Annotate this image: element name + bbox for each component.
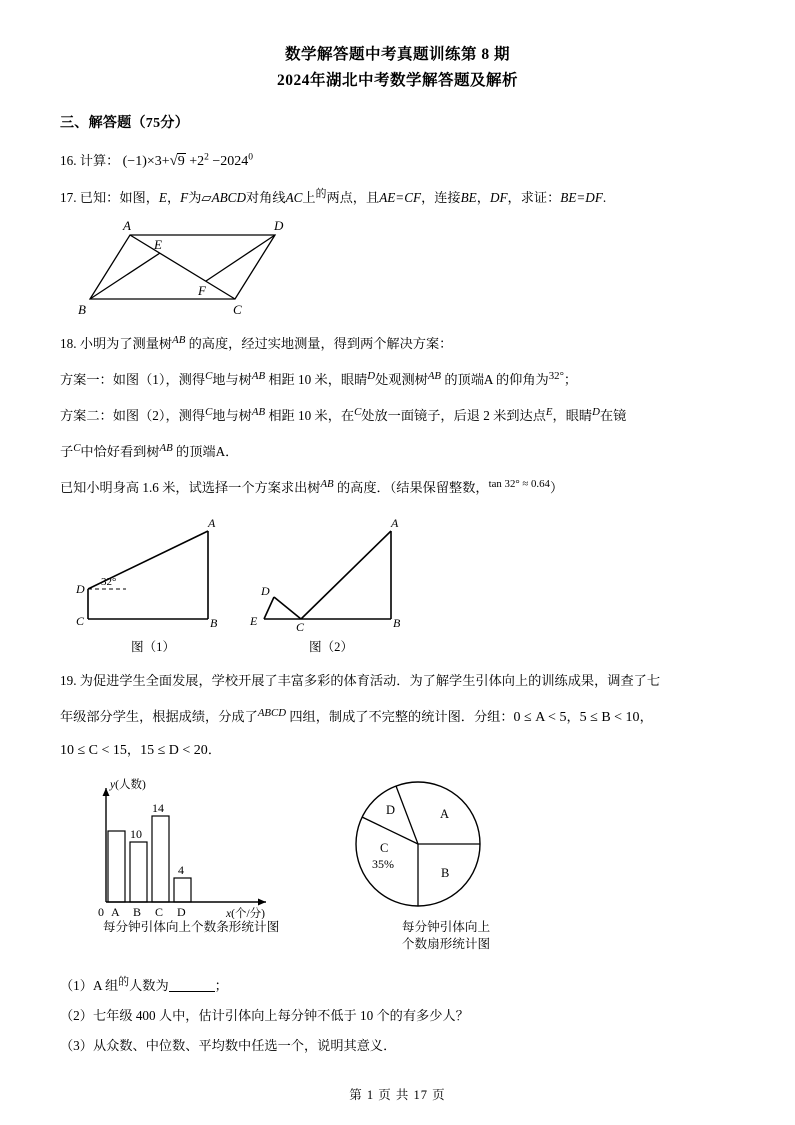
q17-eq2: BE=DF [560, 190, 603, 205]
label-A: A [123, 218, 131, 233]
bar-x-axis-label: x(个/分) [226, 908, 265, 919]
q17-var-e: E [158, 190, 167, 205]
q17-seg-df: DF [489, 190, 508, 205]
expr-lead: (−1)×3+ [122, 154, 170, 169]
q17-seg-be: BE [460, 190, 477, 205]
question-18 [60, 325, 737, 359]
q19-line1: 为促进学生全面发展，学校开展了丰富多彩的体育活动．为了解学生引体向上的训练成果，调查了七 [79, 673, 661, 688]
pie-chart-svg [346, 774, 496, 919]
question-17 [60, 179, 737, 213]
figure-2-box [246, 509, 416, 656]
fig1-label-B: B [210, 616, 218, 630]
q19-group-a-range: 0 ≤ A < 5 [513, 710, 567, 725]
q17-text-e: 两点，且 [326, 190, 380, 205]
fig2-label-C: C [296, 620, 305, 634]
q18-plan1-e: 的顶端A 的仰角为 [444, 372, 549, 387]
section-heading: 三、解答题（75分） [60, 116, 189, 131]
q18-plan2-c: 相距 10 米，在 [268, 408, 355, 423]
charts-q19 [60, 774, 737, 953]
pie-chart-caption-line1: 每分钟引体向上 [401, 920, 491, 934]
fig1-label-D: D [76, 582, 85, 596]
q18-seg-ab: AB [172, 334, 186, 346]
q19-line2-b: 四组，制成了不完整的统计图．分组： [289, 709, 514, 724]
question-18-final [60, 469, 737, 503]
figures-q18 [60, 509, 737, 656]
q18-plan2-d: 处放一面镜子，后退 2 米到达点 [361, 408, 546, 423]
bar-y-axis-label: y(人数) [110, 779, 146, 791]
q18-plan1-b: 地与树 [212, 372, 252, 387]
q18-plan1-angle: 32° [548, 370, 564, 382]
bar-origin-label: 0 [98, 905, 104, 919]
bar-chart-svg [76, 774, 291, 919]
q19-sub1-b: 人数为 [129, 978, 169, 993]
q19-group-d-range: 15 ≤ D < 20 [140, 743, 208, 758]
q18-plan1-c: 相距 10 米，眼睛 [268, 372, 368, 387]
q19-period: ． [207, 742, 221, 757]
bar-chart-box [76, 774, 306, 936]
bar-label-B: 10 [130, 827, 142, 841]
q18-plan2-g: 子 [60, 444, 74, 459]
question-16-expression: $(-1)\times 3+√9 +2^2 -2024^0$ [122, 152, 254, 169]
bar-B [130, 842, 147, 902]
question-18-plan1 [60, 361, 737, 395]
q18-final-tan: tan 32° ≈ 0.64 [488, 478, 550, 490]
q18-plan2-b: 地与树 [212, 408, 252, 423]
label-D: D [274, 218, 284, 233]
q18-plan2-c3-var: C [73, 442, 81, 454]
parallelogram-symbol: ▱ [201, 190, 212, 205]
pie-label-C-percent: 35% [372, 857, 394, 871]
expr-plus: + [189, 154, 198, 169]
bar-chart-caption: 每分钟引体向上个数条形统计图 [102, 920, 280, 934]
question-19-sub1 [60, 967, 737, 1001]
bar-cat-D: D [177, 905, 186, 919]
q19-group-b-range: 5 ≤ B < 10 [579, 710, 640, 725]
q18-plan1-f: ； [563, 372, 578, 387]
q18-plan2-c-var: C [205, 406, 213, 418]
q17-comma2: ， [476, 190, 490, 205]
fig1-label-C: C [76, 614, 85, 628]
expr-radicand: 9 [177, 154, 185, 169]
expr-base2: 2 [197, 154, 205, 169]
pie-label-C: C [380, 841, 389, 855]
document-title-line2: 2024年湖北中考数学解答题及解析 [276, 72, 518, 89]
expr-exp2: 2 [204, 152, 209, 163]
fig1-label-A: A [208, 516, 216, 530]
q18-plan2-c2-var: C [354, 406, 362, 418]
bar-cat-A: A [111, 905, 120, 919]
q18-plan1-a: 方案一：如图（1），测得 [60, 372, 206, 387]
figure-1-box [68, 509, 238, 656]
document-content [0, 112, 795, 1061]
pie-label-A: A [440, 807, 450, 821]
fig2-label-E: E [250, 614, 258, 628]
bar-A [108, 831, 125, 902]
q17-text-d: 上 [302, 190, 316, 205]
q18-plan1-ab2: AB [427, 370, 442, 382]
fig2-label-D: D [261, 584, 270, 598]
q18-plan2-f: 在镜 [599, 408, 627, 423]
bar-C [152, 816, 169, 902]
bar-cat-B: B [133, 905, 142, 919]
question-16 [60, 146, 737, 177]
q19-sub1-c: ； [214, 978, 228, 993]
q18-plan2-i: 的顶端A． [176, 444, 239, 459]
question-18-plan2-cont [60, 433, 737, 467]
question-19-line2 [60, 698, 737, 733]
question-18-plan2 [60, 397, 737, 431]
question-16-label: 计算： [79, 153, 120, 168]
q17-text-f: ，连接 [421, 190, 461, 205]
q18-plan1-ab: AB [251, 370, 266, 382]
question-19 [60, 666, 737, 696]
figure-2-caption: 图（2） [308, 640, 354, 654]
question-19-number: 19. [60, 673, 77, 688]
question-17-number: 17. [60, 190, 77, 205]
figure-2-svg [246, 509, 416, 637]
bar-label-D: 4 [178, 863, 184, 877]
q18-plan1-c-var: C [205, 370, 213, 382]
question-19-sub3: （3）从众数、中位数、平均数中任选一个，说明其意义． [60, 1038, 397, 1053]
q17-period: . [602, 190, 607, 205]
pie-chart-caption-line2: 个数扇形统计图 [401, 937, 491, 951]
q17-eq1: AE=CF [379, 190, 422, 205]
q19-group-c-range: 10 ≤ C < 15 [60, 743, 127, 758]
document-title-line1: 数学解答题中考真题训练第 8 期 [284, 46, 510, 63]
q18-line1-a: 小明为了测量树 [79, 336, 173, 351]
q19-sub1-a: （1）A 组 [60, 978, 119, 993]
page-footer: 第 1 页 共 17 页 [349, 1088, 446, 1102]
q19-groups-abcd: ABCD [257, 707, 287, 719]
q17-text-de: 的 [315, 188, 327, 200]
q18-plan1-d: 处观测树 [375, 372, 428, 387]
q17-comma1: ， [166, 190, 181, 205]
q18-plan2-ab2: AB [159, 442, 173, 454]
figure-1-caption: 图（1） [130, 640, 176, 654]
bar-D [174, 878, 191, 902]
label-E: E [154, 237, 162, 252]
q19-line2-a: 年级部分学生，根据成绩，分成了 [60, 709, 258, 724]
expr-minus: − [212, 154, 221, 169]
q17-text-c: 对角线 [246, 190, 286, 205]
pie-chart-box [346, 774, 546, 953]
q17-text-b: 为 [188, 190, 202, 205]
q17-var-f: F [180, 190, 189, 205]
title-block [0, 0, 795, 94]
answer-blank[interactable] [169, 978, 215, 992]
q19-sub1-de: 的 [118, 976, 130, 988]
q18-final-c: ） [549, 480, 564, 495]
q18-plan1-d-var: D [367, 370, 376, 382]
question-19-sub2: （2）七年级 400 人中，估计引体向上每分钟不低于 10 个的有多少人？ [60, 1008, 469, 1023]
q18-plan2-d-var: D [592, 406, 600, 418]
q18-plan2-a: 方案二：如图（2），测得 [60, 408, 206, 423]
label-B: B [78, 302, 86, 317]
q17-text-a: 已知：如图， [79, 190, 159, 205]
expr-exp0: 0 [248, 152, 254, 163]
bar-cat-C: C [155, 905, 164, 919]
q18-final-a: 已知小明身高 1.6 米，试选择一个方案求出树 [60, 480, 321, 495]
q18-plan2-ab: AB [251, 406, 266, 418]
question-18-number: 18. [60, 336, 77, 351]
label-F: F [198, 283, 206, 298]
figure-1-svg [68, 509, 238, 637]
fig1-angle-label: 32° [101, 576, 117, 588]
question-19-line3 [60, 735, 737, 766]
label-C: C [233, 302, 242, 317]
parallelogram-figure-svg [70, 217, 320, 317]
q18-plan2-e-var: E [545, 406, 553, 418]
q19-comma3: ， [126, 742, 141, 757]
fig2-label-B: B [393, 616, 401, 630]
pie-label-D: D [386, 803, 396, 817]
question-19-subquestions [60, 967, 737, 1061]
q18-plan2-e: ，眼睛 [552, 408, 593, 423]
q18-plan2-h: 中恰好看到树 [80, 444, 160, 459]
q17-quad: ABCD [211, 190, 246, 205]
fig2-label-A: A [391, 516, 399, 530]
q17-text-g: ，求证： [507, 190, 561, 205]
q17-seg-ac: AC [285, 190, 303, 205]
q19-comma1: ， [566, 709, 580, 724]
q18-final-ab: AB [320, 478, 334, 490]
bar-label-C: 14 [152, 801, 164, 815]
figure-q17 [60, 217, 737, 317]
q18-final-b: 的高度．（结果保留整数， [336, 480, 489, 495]
pie-label-B: B [441, 866, 450, 880]
q19-comma2: ， [639, 709, 653, 724]
question-16-number: 16. [60, 153, 77, 168]
q18-line1-b: 的高度，经过实地测量，得到两个解决方案： [188, 336, 453, 351]
expr-base2024: 2024 [220, 154, 249, 169]
